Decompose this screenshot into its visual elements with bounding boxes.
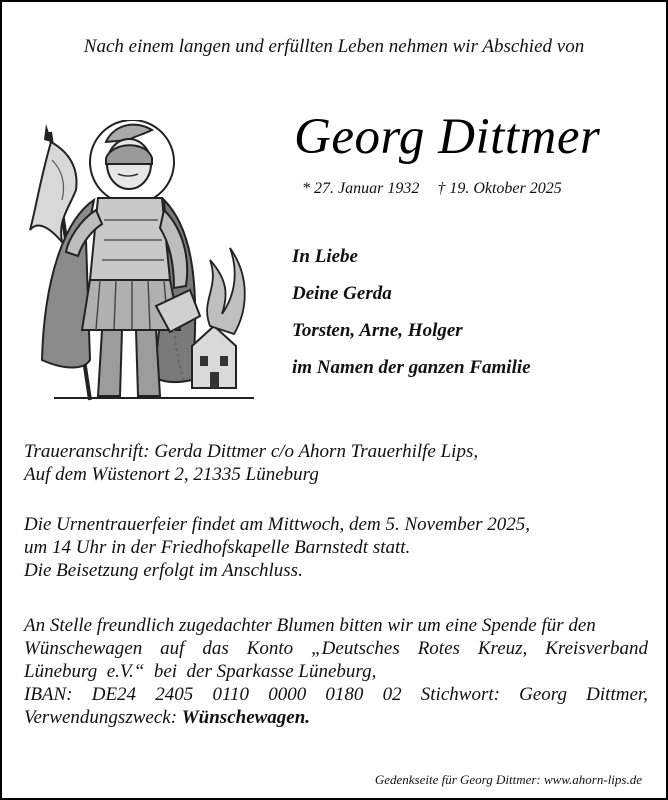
word: Rotes bbox=[417, 638, 460, 659]
donation-line: Lüneburg e.V.“ bei der Sparkasse Lüneburg, bbox=[24, 661, 377, 682]
mourning-address bbox=[24, 440, 648, 486]
purpose-value: Wünschewagen. bbox=[181, 707, 311, 728]
donation-info bbox=[24, 614, 648, 729]
word: Wünschewagen bbox=[24, 638, 143, 659]
word: Konto bbox=[246, 638, 294, 659]
word: Kreisverband bbox=[545, 638, 648, 659]
word: DE24 bbox=[91, 684, 137, 705]
death-date: † 19. Oktober 2025 bbox=[437, 180, 562, 197]
ceremony-info bbox=[24, 513, 648, 582]
word: „Deutsches bbox=[311, 638, 400, 659]
word: 0000 bbox=[268, 684, 307, 705]
word: auf bbox=[160, 638, 185, 659]
mourner-line: Deine Gerda bbox=[292, 283, 392, 304]
ceremony-line: Die Beisetzung erfolgt im Anschluss. bbox=[24, 560, 303, 581]
birth-date: * 27. Januar 1932 bbox=[302, 180, 420, 197]
saint-florian-illustration bbox=[24, 120, 262, 402]
word: Stichwort: bbox=[420, 684, 500, 705]
memorial-page-link[interactable]: Gedenkseite für Georg Dittmer: www.ahorn-lips.de bbox=[374, 772, 642, 787]
word: 2405 bbox=[155, 684, 194, 705]
word: Georg bbox=[519, 684, 567, 705]
donation-line: An Stelle freundlich zugedachter Blumen bitten wir um eine Spende für den bbox=[24, 615, 596, 636]
deceased-name: Georg Dittmer bbox=[294, 109, 601, 165]
word: Kreuz, bbox=[477, 638, 528, 659]
address-line: Auf dem Wüstenort 2, 21335 Lüneburg bbox=[24, 464, 319, 485]
donation-line-iban bbox=[24, 683, 648, 706]
word: 0110 bbox=[212, 684, 250, 705]
purpose-label: Verwendungszweck: bbox=[24, 707, 182, 728]
ceremony-line: um 14 Uhr in der Friedhofskapelle Barnstedt statt. bbox=[24, 537, 411, 558]
intro-text: Nach einem langen und erfüllten Leben nehmen wir Abschied von bbox=[83, 36, 585, 57]
address-line: Traueranschrift: Gerda Dittmer c/o Ahorn Trauerhilfe Lips, bbox=[24, 441, 479, 462]
mourner-line: im Namen der ganzen Familie bbox=[292, 357, 531, 378]
donation-line-account bbox=[24, 637, 648, 660]
word: 0180 bbox=[325, 684, 364, 705]
word: das bbox=[202, 638, 229, 659]
word: 02 bbox=[382, 684, 402, 705]
word: IBAN: bbox=[24, 684, 73, 705]
mourner-line: Torsten, Arne, Holger bbox=[292, 320, 463, 341]
life-dates bbox=[302, 180, 576, 198]
ceremony-line: Die Urnentrauerfeier findet am Mittwoch, dem 5. November 2025, bbox=[24, 514, 531, 535]
word: Dittmer, bbox=[586, 684, 648, 705]
donation-line-purpose bbox=[24, 706, 648, 729]
mourners-list bbox=[292, 245, 531, 393]
mourner-line: In Liebe bbox=[292, 246, 358, 267]
